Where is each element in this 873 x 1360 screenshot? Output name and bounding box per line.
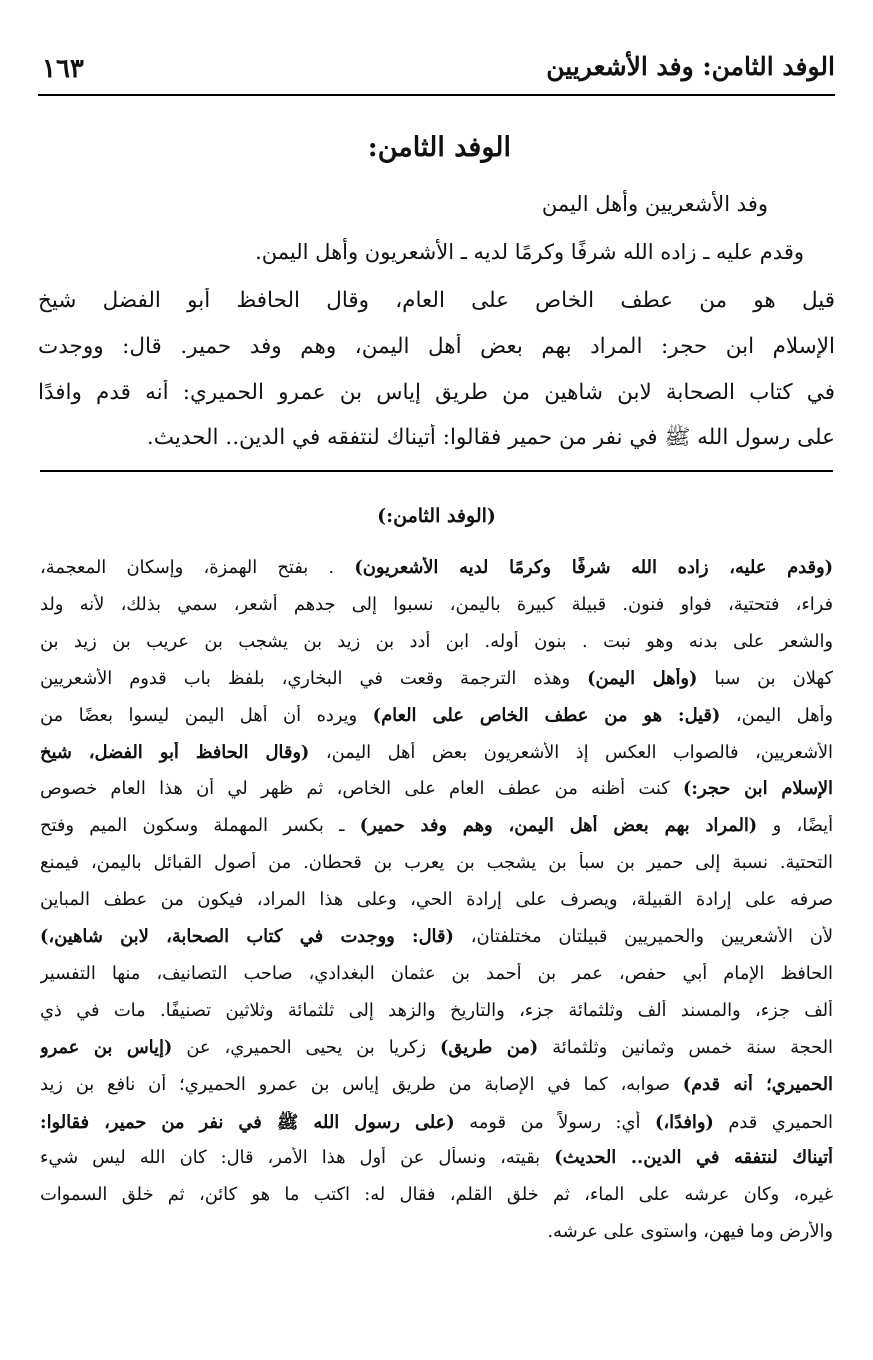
main-line: وفد الأشعريين وأهل اليمن [541, 192, 768, 216]
footnote-rule [40, 470, 833, 472]
main-paragraph-line: قيل هو من عطف الخاص على العام، وقال الحافظ أبو الفضل شيخ [38, 288, 835, 313]
commentary-line [40, 889, 833, 910]
commentary-line [40, 926, 833, 947]
commentary-line [40, 1184, 833, 1205]
commentary-text: لأن الأشعريين والحميريين قبيلتان مختلفتان، [453, 926, 833, 947]
bold-quote: (قال: ووجدت في كتاب الصحابة، لابن شاهين،) [40, 926, 454, 947]
commentary-line [40, 742, 833, 763]
main-paragraph-line: على رسول الله ﷺ في نفر من حمير فقالوا: أتيناك لنتفقه في الدين.. الحديث. [146, 425, 835, 450]
commentary-text: . بفتح الهمزة، وإسكان المعجمة، [40, 557, 355, 578]
commentary-text: أيضًا، و [757, 815, 833, 837]
commentary-text: صوابه، كما في الإصابة من طريق إياس بن عمرو الحميري؛ أن نافع بن زيد [40, 1073, 683, 1095]
commentary-line [40, 557, 833, 578]
bold-quote: (المراد بهم بعض أهل اليمن، وهم وفد حمير) [359, 815, 758, 837]
bold-quote: (وأهل اليمن) [587, 667, 698, 689]
commentary-text: الحميري قدم [713, 1111, 833, 1133]
commentary-text: فراء، فتحتية، فواو فنون. قبيلة كبيرة باليمن، نسبوا إلى جدهم أشعر، سمي بذلك، لأنه ولد [40, 593, 833, 615]
commentary-text: الحافظ الإمام أبي حفص، عمر بن أحمد بن عثمان البغدادي، صاحب التصانيف، منها التفسير [40, 962, 833, 984]
commentary-text: وأهل اليمن، [720, 704, 833, 726]
main-paragraph-line: في كتاب الصحابة لابن شاهين من طريق إياس بن عمرو الحميري: أنه قدم وافدًا [38, 380, 835, 405]
page-number: ١٦٣ [42, 54, 84, 84]
section-heading: الوفد الثامن: [367, 132, 511, 163]
commentary-line [40, 1000, 833, 1021]
commentary-text: غيره، وكان عرشه على الماء، ثم خلق القلم، فقال له: اكتب ما هو كائن، ثم خلق السموات [40, 1184, 833, 1206]
commentary-line [40, 631, 833, 652]
bold-quote: (من طريق) [439, 1036, 539, 1058]
commentary-line [40, 705, 833, 726]
commentary-text: بقيته، ونسأل عن أول هذا الأمر، قال: كان الله ليس شيء [40, 1147, 555, 1169]
commentary-text: كهلان بن سبا [697, 667, 833, 689]
commentary-line [40, 852, 833, 873]
bold-quote: الإسلام ابن حجر:) [682, 778, 833, 800]
commentary-text: والشعر على بدنه وهو نبت . بنون أوله. ابن أدد بن زيد بن يشجب بن عريب بن زيد بن [40, 630, 833, 652]
running-title: الوفد الثامن: وفد الأشعريين [546, 52, 835, 81]
commentary-line [40, 1074, 833, 1095]
commentary-text: كنت أظنه من عطف العام على الخاص، ثم ظهر لي أن هذا العام خصوص [40, 778, 683, 800]
bold-quote: (وافدًا،) [654, 1111, 714, 1133]
commentary-line [40, 1221, 833, 1242]
bold-quote: (وقدم عليه، زاده الله شرفًا وكرمًا لديه الأشعريون) [354, 557, 833, 578]
main-line: وقدم عليه ـ زاده الله شرفًا وكرمًا لديه ـ الأشعريون وأهل اليمن. [255, 240, 804, 264]
main-paragraph-line: الإسلام ابن حجر: المراد بهم بعض أهل اليمن، وهم وفد حمير. قال: ووجدت [38, 334, 835, 359]
commentary-line [40, 594, 833, 615]
commentary-line [40, 1111, 833, 1137]
commentary-heading: (الوفد الثامن:) [377, 505, 496, 527]
bold-quote: (إياس بن عمرو [40, 1036, 173, 1058]
commentary-text: ـ بكسر المهملة وسكون الميم وفتح [40, 815, 360, 837]
commentary-line [40, 778, 833, 799]
commentary-text: أي: رسولاً من قومه [454, 1111, 655, 1133]
commentary-line [40, 668, 833, 689]
bold-quote: (على رسول الله ﷺ في نفر من حمير، فقالوا: [40, 1111, 455, 1133]
commentary-line [40, 1147, 833, 1168]
commentary-text: زكريا بن يحيى الحميري، عن [172, 1036, 440, 1058]
commentary-text: ويرده أن أهل اليمن ليسوا بعضًا من [40, 704, 373, 726]
commentary-text: التحتية. نسبة إلى حمير بن سبأ بن يشجب بن يعرب بن قحطان. من أصول القبائل باليمن، فيمنع [40, 852, 833, 874]
header-rule [38, 94, 835, 96]
bold-quote: (قيل: هو من عطف الخاص على العام) [372, 704, 721, 726]
commentary-line [40, 815, 833, 836]
bold-quote: (وقال الحافظ أبو الفضل، شيخ [40, 741, 310, 763]
commentary-text: ألف جزء، والمسند ألف وثلثمائة جزء، والتاريخ والزهد إلى ثلثمائة وثلاثين تصنيفًا. مات في ذي [40, 999, 833, 1021]
commentary-line [40, 1037, 833, 1058]
commentary-line [40, 963, 833, 984]
bold-quote: أتيناك لنتفقه في الدين.. الحديث) [554, 1147, 833, 1169]
commentary-text: الحجة سنة خمس وثمانين وثلثمائة [538, 1036, 833, 1058]
commentary-text: وهذه الترجمة وقعت في البخاري، بلفظ باب قدوم الأشعريين [40, 667, 588, 689]
commentary-text: والأرض وما فيهن، واستوى على عرشه. [547, 1221, 833, 1243]
commentary-text: الأشعريين، فالصواب العكس إذ الأشعريون بعض أهل اليمن، [309, 741, 833, 763]
bold-quote: الحميري؛ أنه قدم) [682, 1073, 833, 1095]
commentary-text: صرفه على إرادة القبيلة، ويصرف على إرادة الحي، وعلى هذا المراد، فيكون من عطف المباين [40, 889, 833, 911]
